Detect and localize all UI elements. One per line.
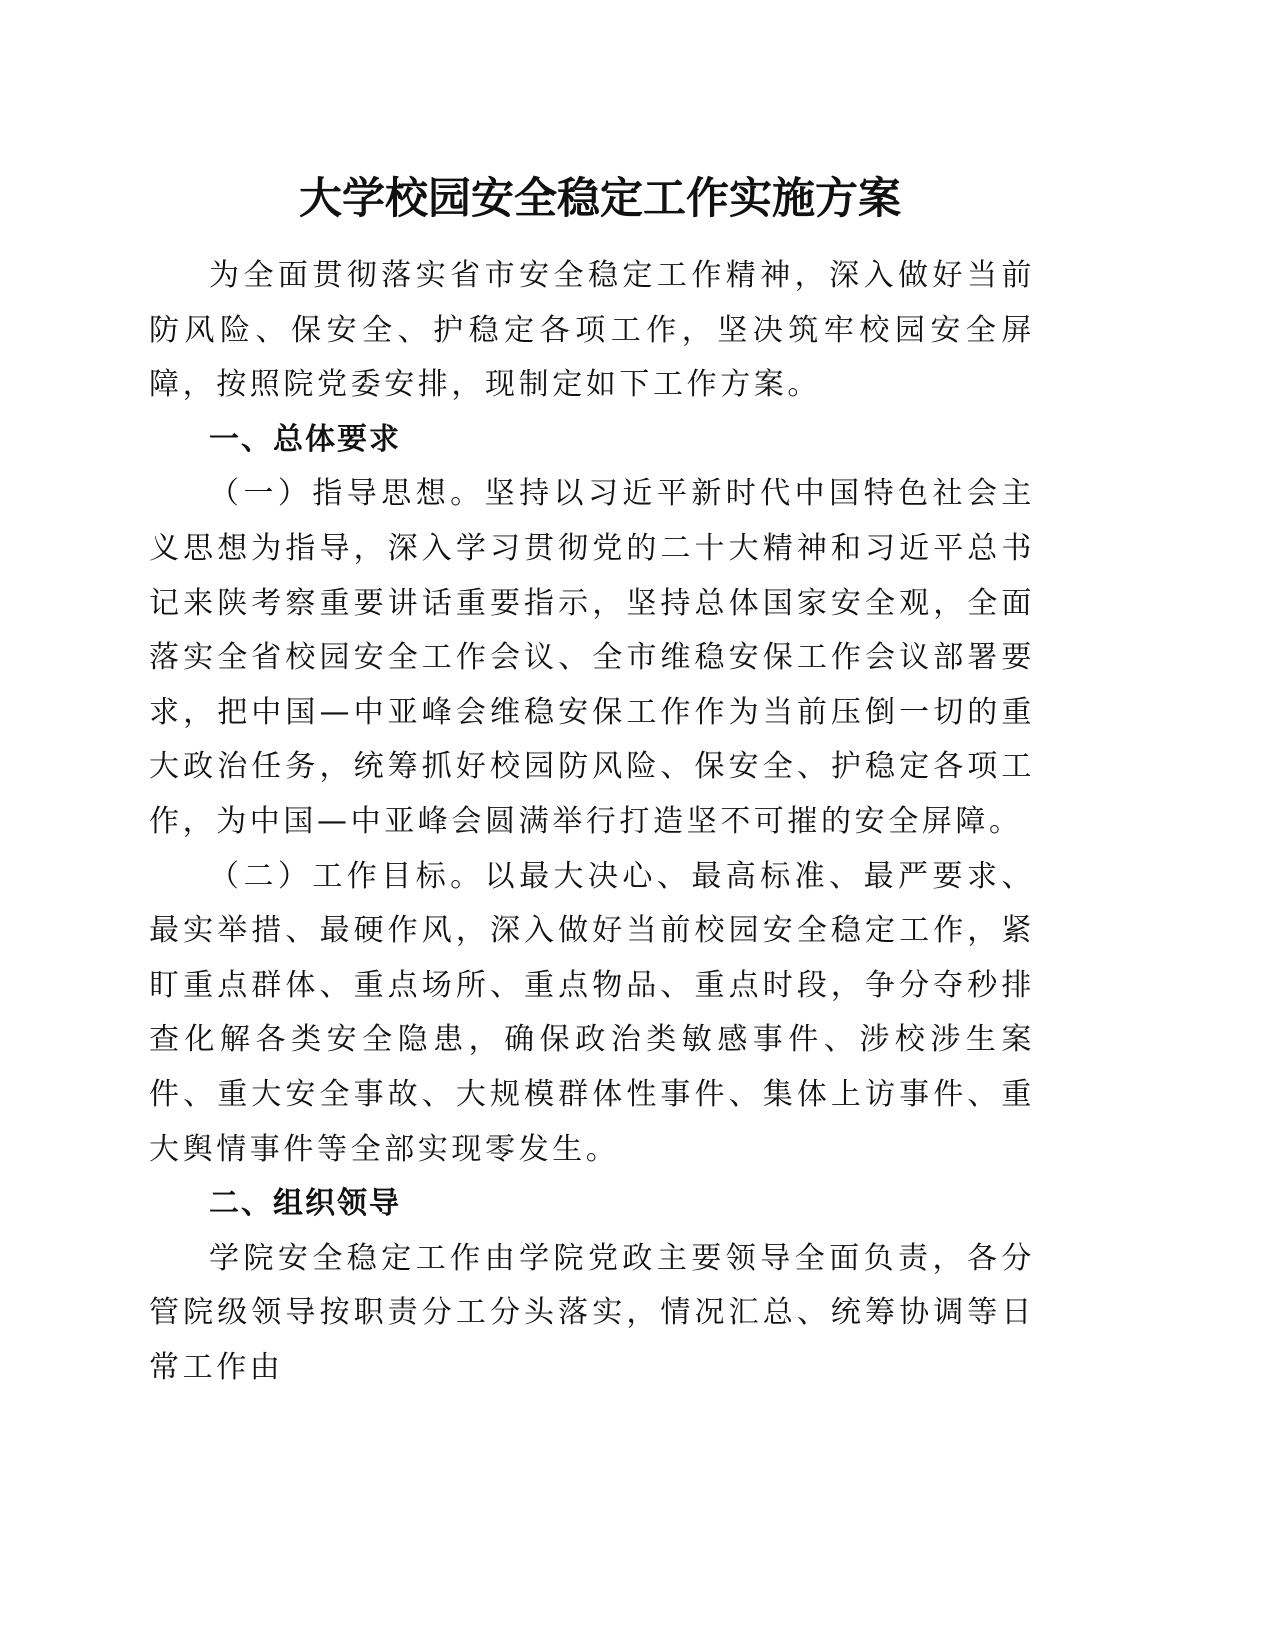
section-heading-1: 一、总体要求: [209, 421, 401, 457]
document-title: 大学校园安全稳定工作实施方案: [299, 174, 901, 224]
document-body: [149, 249, 1035, 1395]
work-goals-paragraph: （二）工作目标。以最大决心、最高标准、最严要求、最实举措、最硬作风，深入做好当前校园安全稳定工作，紧盯重点群体、重点场所、重点物品、重点时段，争分夺秒排查化解各类安全隐患，确保政治类敏感事件、涉校涉生案件、重大安全事故、大规模群体性事件、集体上访事件、重大舆情事件等全部实现零发生。: [149, 858, 1035, 1167]
guiding-ideology-paragraph: （一）指导思想。坚持以习近平新时代中国特色社会主义思想为指导，深入学习贯彻党的二十大精神和习近平总书记来陕考察重要讲话重要指示，坚持总体国家安全观，全面落实全省校园安全工作会议、全市维稳安保工作会议部署要求，把中国—中亚峰会维稳安保工作作为当前压倒一切的重大政治任务，统筹抓好校园防风险、保安全、护稳定各项工作，为中国—中亚峰会圆满举行打造坚不可摧的安全屏障。: [149, 476, 1035, 839]
organization-paragraph: 学院安全稳定工作由学院党政主要领导全面负责，各分管院级领导按职责分工分头落实，情况汇总、统筹协调等日常工作由: [149, 1240, 1035, 1385]
intro-paragraph: 为全面贯彻落实省市安全稳定工作精神，深入做好当前防风险、保安全、护稳定各项工作，坚决筑牢校园安全屏障，按照院党委安排，现制定如下工作方案。: [149, 258, 1035, 403]
section-heading-2: 二、组织领导: [209, 1186, 401, 1222]
